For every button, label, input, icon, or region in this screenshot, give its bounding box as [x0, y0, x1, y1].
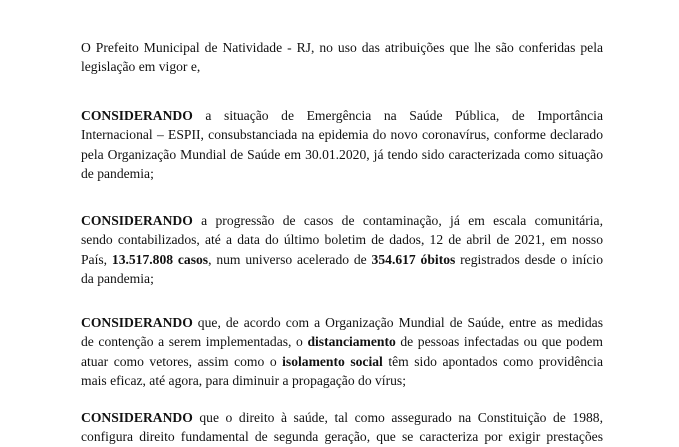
paragraph-line: configura direito fundamental de segunda geração, que se caracteriza por exigir prestações	[81, 429, 603, 445]
paragraph-line	[81, 106, 603, 125]
paragraph-line	[81, 352, 603, 371]
line-text: a progressão de casos de contaminação, já em escala comunitária,	[192, 213, 603, 228]
paragraph-line	[81, 313, 603, 332]
line-text: que o direito à saúde, tal como assegurado na Constituição de 1988,	[192, 410, 603, 425]
considerando-paragraph-3	[81, 313, 603, 391]
line-text: têm sido apontados como providência	[382, 353, 603, 369]
considerando-keyword: CONSIDERANDO	[81, 315, 193, 330]
paragraph-line: pela Organização Mundial de Saúde em 30.01.2020, já tendo sido caracterizada como situação	[81, 146, 603, 162]
line-text: de contenção a serem implementadas, o	[81, 334, 308, 350]
cases-count: 13.517.808 casos	[111, 251, 209, 267]
paragraph-line: Internacional – ESPII, consubstanciada na epidemia do novo coronavírus, conforme declarado	[81, 127, 603, 143]
considerando-paragraph-1	[81, 106, 603, 184]
considerando-keyword: CONSIDERANDO	[81, 410, 193, 425]
line-text: atuar como vetores, assim como o	[81, 353, 283, 369]
paragraph-line: mais eficaz, até agora, para diminuir a propagação do vírus;	[81, 373, 406, 389]
line-text: , num universo acelerado de	[208, 251, 372, 267]
paragraph-line: sendo contabilizados, até a data do último boletim de dados, 12 de abril de 2021, em nosso	[81, 232, 603, 248]
considerando-keyword: CONSIDERANDO	[81, 108, 193, 123]
line-text: País,	[81, 251, 112, 267]
line-text: a situação de Emergência na Saúde Pública, de Importância	[192, 108, 603, 123]
considerando-paragraph-4	[81, 408, 603, 447]
line-text: que, de acordo com a Organização Mundial de Saúde, entre as medidas	[192, 315, 603, 330]
deaths-count: 354.617 óbitos	[371, 251, 456, 267]
paragraph-line	[81, 211, 603, 230]
isolation-term: isolamento social	[282, 353, 383, 369]
considerando-keyword: CONSIDERANDO	[81, 213, 193, 228]
paragraph-line: da pandemia;	[81, 271, 154, 287]
distancing-term: distanciamento	[307, 334, 396, 350]
intro-paragraph	[81, 38, 603, 77]
paragraph-line: de pandemia;	[81, 166, 154, 182]
intro-line-1: O Prefeito Municipal de Natividade - RJ, no uso das atribuições que lhe são conferidas pela	[81, 40, 603, 55]
paragraph-line	[81, 332, 603, 351]
line-text: de pessoas infectadas ou que podem	[395, 334, 603, 350]
considerando-paragraph-2	[81, 211, 603, 289]
paragraph-line	[81, 408, 603, 427]
intro-line-2: legislação em vigor e,	[81, 59, 201, 75]
paragraph-line	[81, 250, 603, 269]
line-text: registrados desde o início	[455, 251, 603, 267]
